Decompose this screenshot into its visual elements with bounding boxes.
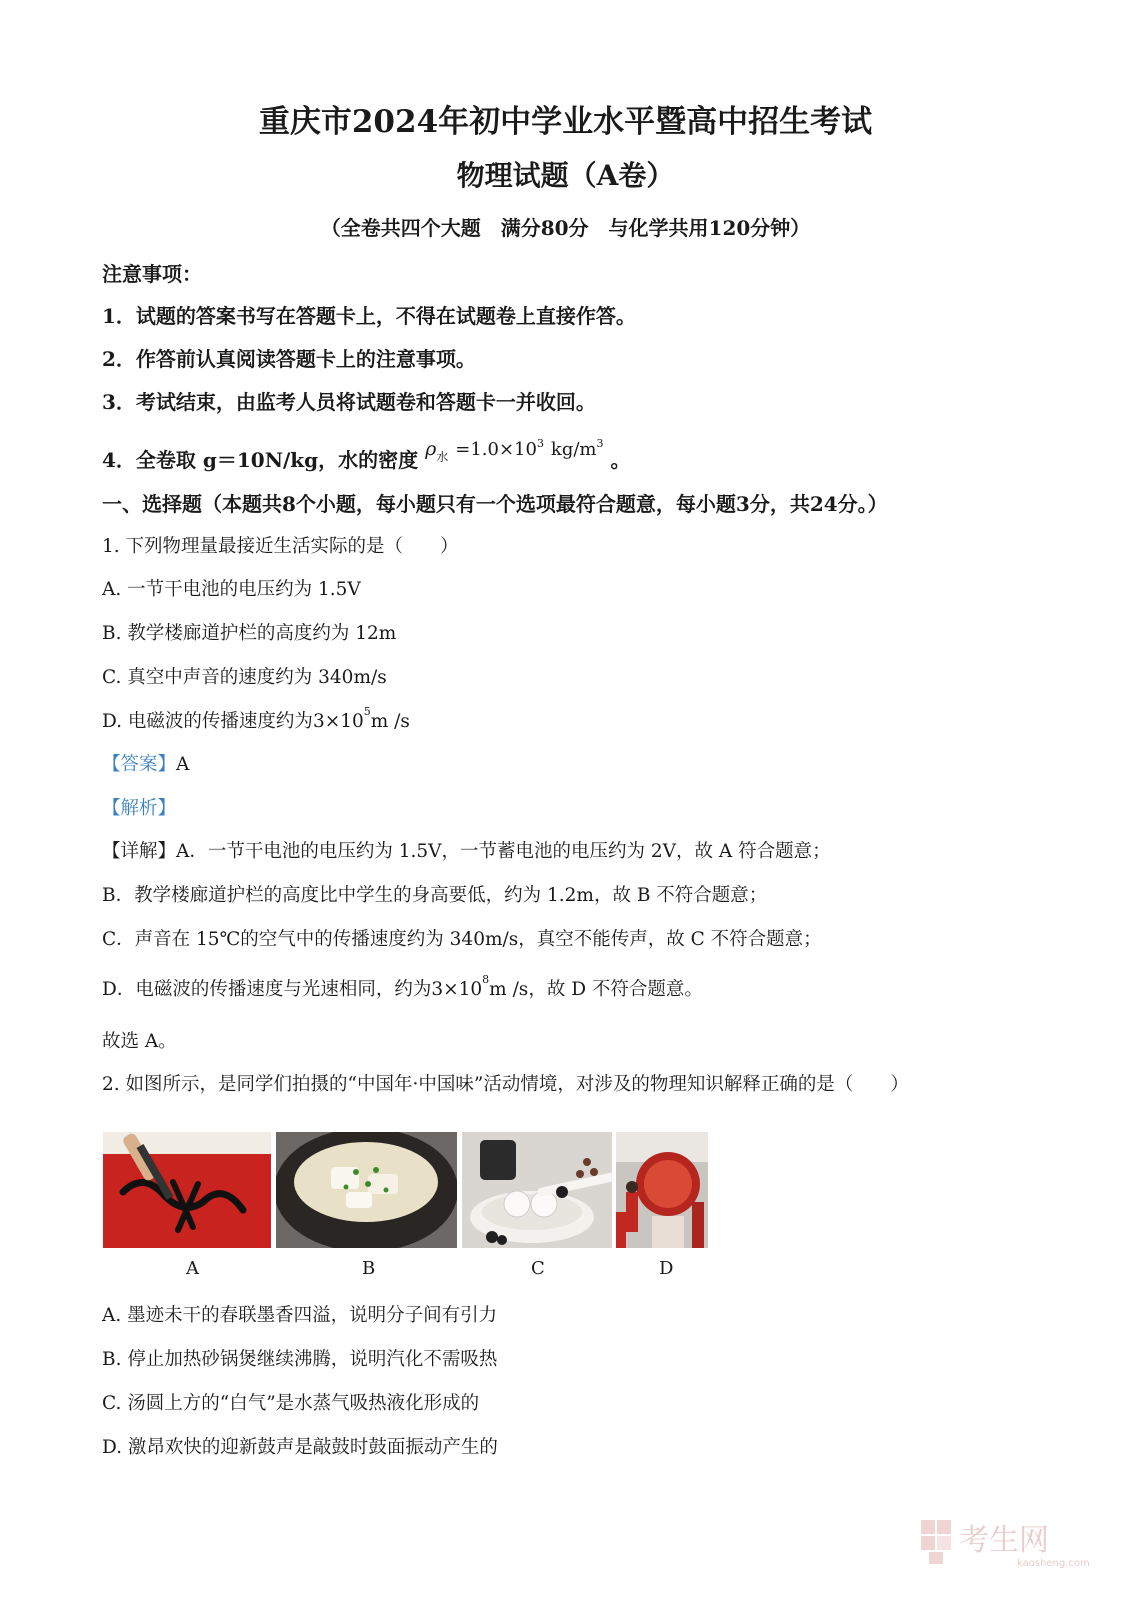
notice-item-3: 3．考试结束，由监考人员将试题卷和答题卡一并收回。 (102, 390, 596, 414)
q2-stem: 2. 如图所示，是同学们拍摄的“中国年·中国味”活动情境，对涉及的物理知识解释正确的是（ ） (102, 1074, 909, 1095)
q1-stem: 1. 下列物理量最接近生活实际的是（ ） (102, 536, 459, 557)
q1-option-d-exponent: 5 (363, 705, 371, 718)
q1-answer (102, 750, 189, 776)
exam-info: （全卷共四个大题 满分80分 与化学共用120分钟） (320, 216, 811, 240)
watermark-name: 考生网 (959, 1523, 1049, 1558)
q2-option-c: C. 汤圆上方的“白气”是水蒸气吸热液化形成的 (102, 1393, 480, 1414)
q1-option-c: C. 真空中声音的速度约为 340m/s (102, 667, 387, 688)
density-exponent: 3 (536, 437, 544, 450)
q2-option-b: B. 停止加热砂锅煲继续沸腾，说明汽化不需吸热 (102, 1349, 498, 1370)
notice-heading: 注意事项： (102, 262, 202, 286)
q1-option-d (102, 707, 410, 733)
q2-option-a: A. 墨迹未干的春联墨香四溢，说明分子间有引力 (102, 1305, 498, 1326)
q1-detail-d (102, 975, 703, 1001)
notice-item-4 (102, 437, 631, 473)
section-heading: 一、选择题（本题共8个小题，每小题只有一个选项最符合题意，每小题3分，共24分。） (102, 492, 888, 516)
photo-tangyuan (462, 1132, 612, 1248)
watermark-logo (921, 1514, 1101, 1574)
q1-detail-a: 【详解】A．一节干电池的电压约为 1.5V，一节蓄电池的电压约为 2V，故 A 符合题意； (102, 841, 831, 862)
exam-title: 重庆市2024年初中学业水平暨高中招生考试 (258, 104, 873, 140)
notice-item-1: 1．试题的答案书写在答题卡上，不得在试题卷上直接作答。 (102, 304, 636, 328)
density-unit-exponent: 3 (596, 437, 604, 450)
notice-item-4-end: 。 (610, 448, 631, 472)
q1-detail-b: B．教学楼廊道护栏的高度比中学生的身高要低，约为 1.2m，故 B 不符合题意； (102, 885, 768, 906)
q1-detail-c: C．声音在 15℃的空气中的传播速度约为 340m/s，真空不能传声，故 C 不符合题意； (102, 929, 822, 950)
q1-option-d-unit: m /s (370, 711, 410, 732)
exam-subtitle: 物理试题（A卷） (456, 159, 675, 192)
q1-detail-d-base: 3×10 (431, 979, 483, 1000)
answer-value: A (176, 754, 190, 775)
q1-option-d-base: 3×10 (312, 711, 364, 732)
q1-conclusion: 故选 A。 (102, 1031, 177, 1052)
photo-label-c: C (531, 1258, 545, 1279)
photo-label-d: D (659, 1258, 674, 1279)
photo-drum (616, 1132, 708, 1248)
q1-option-b: B. 教学楼廊道护栏的高度约为 12m (102, 623, 397, 644)
notice-item-2: 2．作答前认真阅读答题卡上的注意事项。 (102, 347, 476, 371)
density-value: =1.0×10 (455, 439, 537, 460)
density-subscript: 水 (436, 450, 449, 464)
density-symbol: ρ (425, 438, 437, 460)
analysis-tag: 【解析】 (102, 798, 177, 819)
q1-detail-d-unit: m /s (489, 979, 529, 1000)
photo-calligraphy (103, 1132, 271, 1248)
q1-detail-d-exponent: 8 (482, 973, 490, 986)
photo-label-a: A (186, 1258, 199, 1279)
q1-option-d-text: D. 电磁波的传播速度约为 (102, 711, 313, 732)
photo-soup-pot (276, 1132, 457, 1248)
answer-tag: 【答案】 (102, 754, 177, 775)
notice-item-4-text: 4．全卷取 g＝10N/kg，水的密度 (102, 448, 419, 472)
q1-detail-d-end: ，故 D 不符合题意。 (528, 979, 703, 1000)
watermark-url: kaosheng.com (1017, 1558, 1090, 1569)
q1-option-a: A. 一节干电池的电压约为 1.5V (102, 579, 361, 600)
q1-detail-d-text: D．电磁波的传播速度与光速相同，约为 (102, 979, 432, 1000)
density-unit: kg/m (550, 439, 597, 460)
photo-label-b: B (362, 1258, 376, 1279)
q2-option-d: D. 激昂欢快的迎新鼓声是敲鼓时鼓面振动产生的 (102, 1437, 498, 1458)
